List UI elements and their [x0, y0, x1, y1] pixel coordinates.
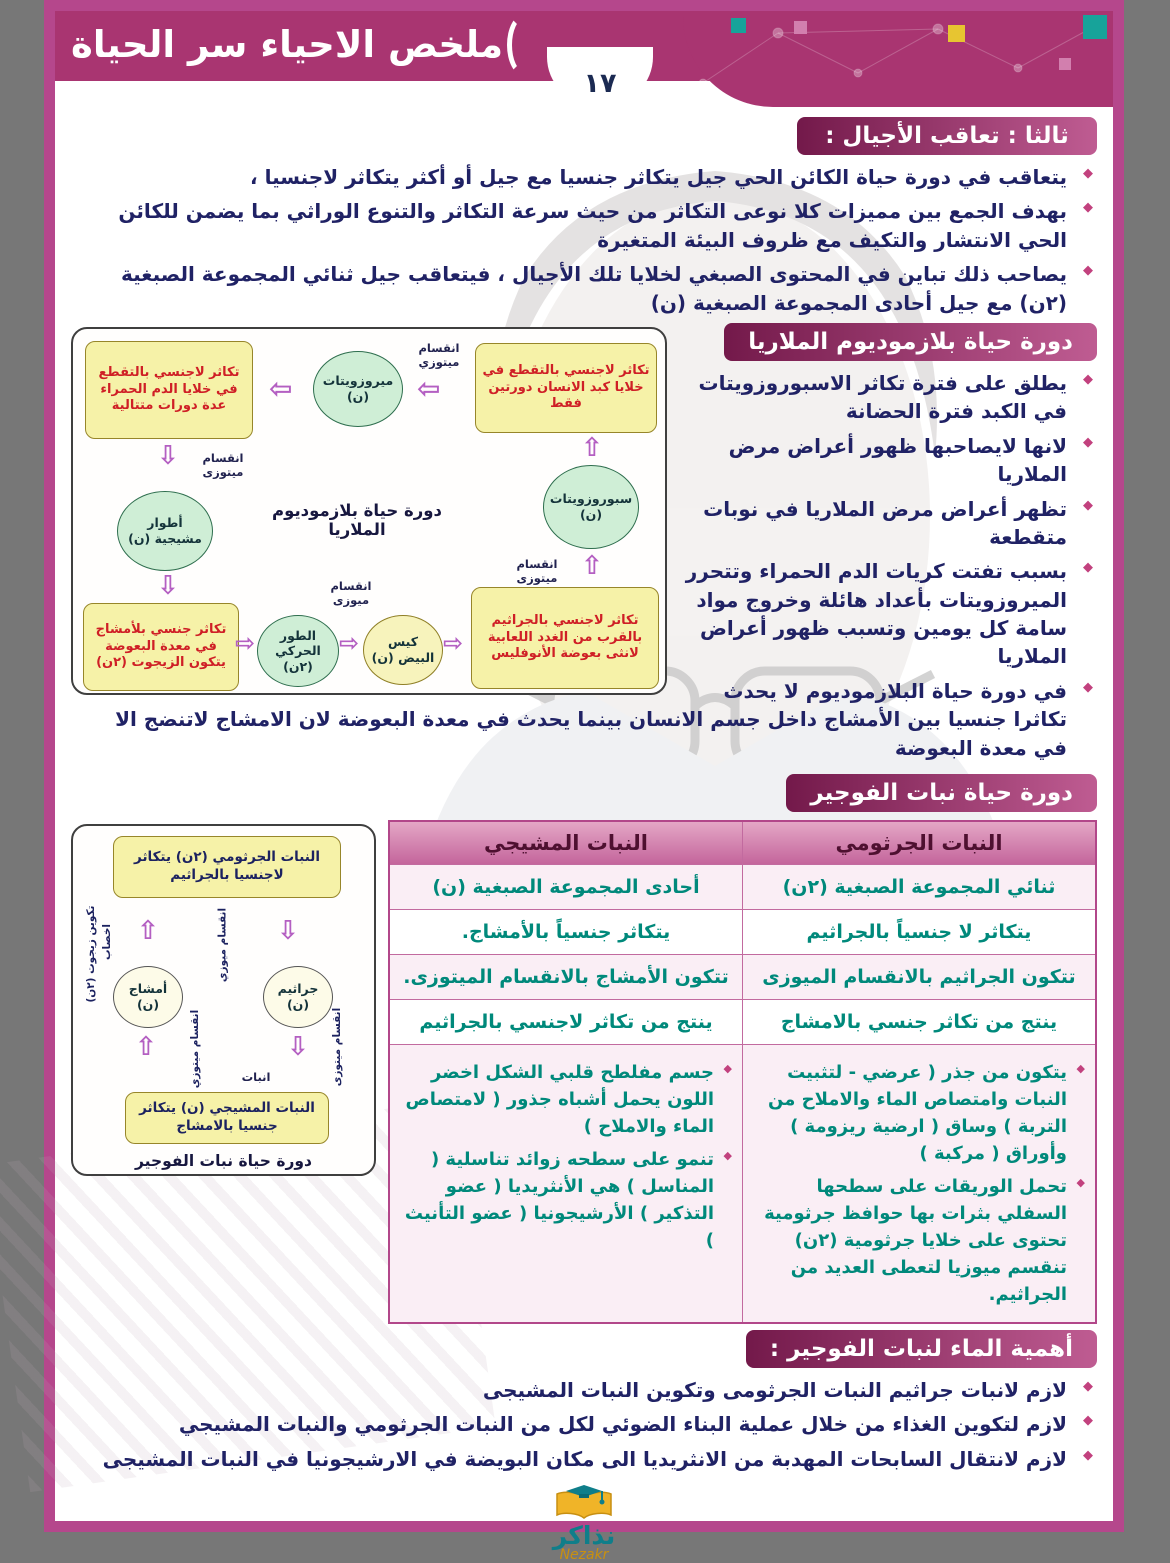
table-cell: أحادى المجموعة الصبغية (ن) — [390, 865, 744, 910]
bullet-item: ◆ لانها لايصاحبها ظهور أعراض مرض الملاريا — [72, 432, 1098, 489]
section-title-water — [747, 1330, 1098, 1368]
bullet-item: ◆ جسم مفلطح قلبي الشكل اخضر اللون يحمل أشباه جذور ( لامتصاص الماء والاملاح ) — [399, 1059, 735, 1140]
bullet-item: ◆ بهدف الجمع بين مميزات كلا نوعى التكاثر من حيث سرعة التكاثر والتنوع الوراثي بما يضمن للكائن الحي الانتشار والتكيف مع ظروف البيئة المتغيرة — [72, 197, 1098, 254]
succession-bullets — [72, 163, 1098, 317]
bullet-item: ◆ لازم لتكوين الغذاء من خلال عملية البناء الضوئي لكل من النبات الجرثومي والنبات المشيجي — [72, 1410, 1098, 1438]
gametophyte-box: النبات المشيجي (ن) يتكاثر جنسيا بالامشاج — [126, 1092, 330, 1144]
zygote-label: تكوين زيجوت (٢ن) — [86, 905, 98, 1003]
salivary-glands-box: تكاثر لاجنسي بالجراثيم بالقرب من الغدد اللعابية لانثى بعوضة الأنوفليس — [472, 587, 660, 689]
table-cell: يتكاثر لا جنسياً بالجراثيم — [744, 910, 1098, 955]
section-title-text: ثالثا : تعاقب الأجيال : — [826, 123, 1070, 149]
table-row — [390, 910, 1097, 955]
section-title-text: دورة حياة نبات الفوجير — [811, 780, 1074, 807]
table-row — [390, 955, 1097, 1000]
arrow-up-icon: ⇧ — [582, 432, 604, 463]
section-title-malaria — [725, 323, 1098, 361]
egg-sac-circle: كيس البيض (ن) — [364, 615, 444, 685]
gametophyte-details-cell — [390, 1045, 744, 1324]
meiosis-label: انقسام ميوزى — [331, 578, 373, 608]
fern-section-row — [72, 820, 1098, 1324]
banner-right-panel — [684, 11, 1114, 107]
table-row-details — [390, 1045, 1097, 1324]
merozoites-circle: ميروزويتات (ن) — [314, 351, 404, 427]
page-content — [56, 81, 1114, 1563]
decor-square-pink — [1060, 58, 1072, 70]
motile-stage-circle: الطور الحركي (٢ن) — [258, 615, 340, 687]
decor-square-teal — [1084, 15, 1108, 39]
bullet-item: ◆ تظهر أعراض مرض الملاريا في نوبات متقطعة — [72, 495, 1098, 552]
page-number: ١٧ — [548, 47, 654, 105]
section-title-text: دورة حياة بلازموديوم الملاريا — [749, 328, 1074, 355]
fern-comparison-table — [389, 820, 1098, 1324]
bullet-item: ◆ لازم لانبات جراثيم النبات الجرثومى وتكوين النبات المشيجى — [72, 1376, 1098, 1404]
mosquito-stomach-box: تكاثر جنسي بلأمشاج في معدة البعوضة يتكون الزيجوت (٢ن) — [84, 603, 240, 691]
diagram-caption: دورة حياة نبات الفوجير — [135, 1152, 313, 1171]
decor-square-yellow — [949, 25, 966, 42]
column-header-gametophyte: النبات المشيجي — [390, 821, 744, 865]
arrow-right-icon: ⇨ — [340, 628, 361, 657]
arrow-down-icon: ⇩ — [158, 440, 180, 471]
sporophyte-box: النبات الجرثومي (٢ن) يتكاثر لاجنسيا بالجراثيم — [114, 836, 342, 898]
bullet-item: ◆ لازم لانتقال السابحات المهدبة من الانثريديا الى مكان البويضة في الارشيجونيا في النبات المشيجى — [72, 1445, 1098, 1473]
arrow-up-icon: ⇧ — [138, 916, 160, 947]
diagram-caption: دورة حياة بلازموديوم الملاريا — [273, 500, 443, 539]
arrow-right-icon: ⇨ — [444, 628, 465, 657]
arrow-left-icon: ⇦ — [270, 371, 294, 405]
germination-label: انبات — [242, 1070, 272, 1085]
arrow-down-icon: ⇩ — [278, 916, 300, 947]
section-title-text: أهمية الماء لنبات الفوجير : — [770, 1336, 1074, 1363]
blood-stage-box: تكاثر لاجنسي بالتقطع في خلايا الدم الحمراء عدة دورات متتالية — [86, 341, 254, 439]
bullet-item: ◆ بسبب تفتت كريات الدم الحمراء وتتحرر الميروزويتات بأعداد هائلة وخروج مواد سامة كل يومين وتسبب ظهور أعراض الملاريا — [72, 557, 1098, 671]
logo-latin-text: Nezakr — [560, 1547, 610, 1563]
worksheet-page — [45, 0, 1125, 1563]
decor-square-pink — [795, 21, 808, 34]
arrow-down-icon: ⇩ — [288, 1032, 310, 1063]
spores-circle: جراثيم (ن) — [264, 966, 334, 1028]
network-pattern-decoration — [684, 11, 1114, 107]
liver-stage-box: تكاثر لاجنسي بالتقطع في خلايا كبد الانسان دورتين فقط — [476, 343, 658, 433]
sporophyte-details-cell — [744, 1045, 1098, 1324]
table-cell: تتكون الجراثيم بالانقسام الميوزى — [744, 955, 1098, 1000]
bracket-decoration — [508, 14, 542, 76]
arrow-up-icon: ⇧ — [582, 550, 604, 581]
section-title-fern — [787, 774, 1098, 812]
bullet-item: ◆ تحمل الوريقات على سطحها السفلي بثرات بها حوافظ جرثومية تحتوى على خلايا جرثومية (٢ن) تنقسم ميوزيا لتعطى العديد من الجراثيم. — [752, 1173, 1088, 1308]
gametes-circle: أمشاج (ن) — [114, 966, 184, 1028]
arrow-right-icon: ⇨ — [236, 628, 257, 657]
logo-arabic-text: نذاكر — [553, 1521, 617, 1551]
arrow-up-icon: ⇧ — [136, 1032, 158, 1063]
nezakr-logo — [553, 1483, 617, 1563]
bullet-item: ◆ تنمو على سطحه زوائد تناسلية ( المناسل ) هي الأنثريديا ( عضو التذكير ) الأرشيجونيا ( عضو التأنيث ) — [399, 1146, 735, 1254]
table-cell: تتكون الأمشاج بالانقسام الميتوزى. — [390, 955, 744, 1000]
bullet-item: ◆ يتكون من جذر ( عرضي - لتثبيت النبات وامتصاص الماء والاملاح من التربة ) وساق ( ارضية ريزومة ) وأوراق ( مركبة ) — [752, 1059, 1088, 1167]
gamete-stages-circle: أطوار مشيجية (ن) — [118, 491, 214, 571]
fern-lifecycle-diagram — [72, 824, 377, 1176]
page-title: ملخص الاحياء سر الحياة — [72, 23, 505, 66]
mitosis-label: انقسام ميتوزى — [203, 450, 245, 480]
table-cell: ينتج من تكاثر لاجنسي بالجراثيم — [390, 1000, 744, 1045]
decor-square-teal — [732, 18, 747, 33]
column-header-sporophyte: النبات الجرثومي — [744, 821, 1098, 865]
table-row — [390, 1000, 1097, 1045]
fertilization-label: اخصاب — [102, 924, 114, 961]
graduation-book-icon — [553, 1483, 617, 1523]
bullet-item: ◆ يصاحب ذلك تباين في المحتوى الصبغي لخلايا تلك الأجيال ، فيتعاقب جيل ثنائي المجموعة الصبغية (٢ن) مع جيل أحادى المجموعة الصبغية (ن) — [72, 260, 1098, 317]
table-cell: يتكاثر جنسياً بالأمشاج. — [390, 910, 744, 955]
page-header-banner — [56, 11, 1114, 99]
table-cell: ينتج من تكاثر جنسي بالامشاج — [744, 1000, 1098, 1045]
section-title-succession — [798, 117, 1098, 155]
meiosis-label: انقسام ميوزي — [217, 907, 230, 983]
bullet-item: ◆ يطلق على فترة تكاثر الاسبوروزويتات في الكبد فترة الحضانة — [72, 369, 1098, 426]
table-cell: ثنائي المجموعة الصبغية (٢ن) — [744, 865, 1098, 910]
water-bullets — [72, 1376, 1098, 1473]
mitosis-label: انقسام ميتوزى — [332, 1007, 344, 1087]
mitosis-label: انقسام ميتوزي — [190, 1009, 202, 1089]
sporozoites-circle: سبوروزويتات (ن) — [544, 465, 640, 549]
arrow-down-icon: ⇩ — [158, 570, 180, 601]
mitosis-label: انقسام ميتوزى — [517, 556, 559, 586]
table-row — [390, 865, 1097, 910]
bullet-item: ◆ في دورة حياة البلازموديوم لا يحدث تكاثرا جنسيا بين الأمشاج داخل جسم الانسان بينما يحدث في معدة البعوضة لان الامشاج لاتنضج الا في معدة البعوضة — [72, 677, 1098, 762]
arrow-left-icon: ⇦ — [418, 371, 442, 405]
mitosis-label: انقسام ميتوزي — [419, 340, 461, 370]
bullet-item: ◆ يتعاقب في دورة حياة الكائن الحي جيل يتكاثر جنسيا مع جيل أو أكثر يتكاثر لاجنسيا ، — [72, 163, 1098, 191]
